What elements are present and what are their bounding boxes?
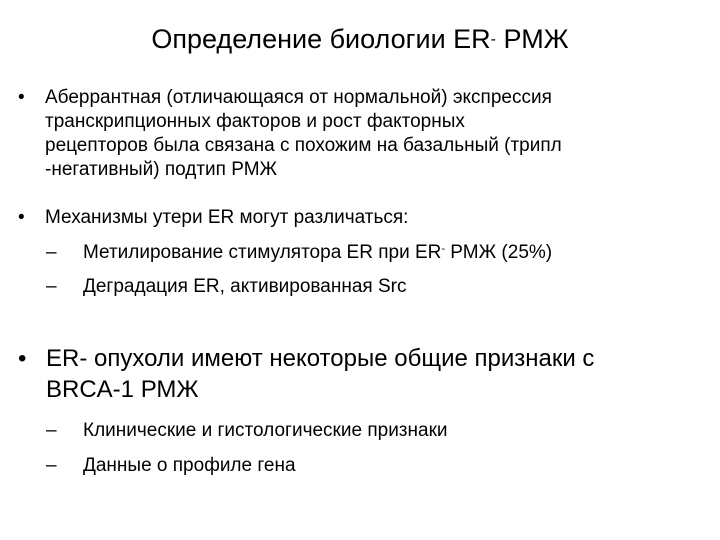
bullet-mark: • bbox=[18, 345, 27, 372]
sub-bullet-text-a: Метилирование стимулятора ER при ER bbox=[83, 242, 442, 263]
bullet-line: Аберрантная (отличающаяся от нормальной) экспрессия bbox=[45, 87, 552, 108]
slide-title bbox=[0, 22, 720, 61]
sub-bullet-text-b: РМЖ (25%) bbox=[445, 242, 553, 263]
sub-bullet-text: Клинические и гистологические признаки bbox=[83, 420, 448, 441]
sub-bullet-superscript: - bbox=[441, 243, 446, 255]
bullet-text bbox=[45, 206, 408, 230]
sub-bullet-mark: – bbox=[46, 455, 57, 476]
bullet-line: Механизмы утери ER могут различаться: bbox=[45, 207, 409, 228]
sub-bullet-mark: – bbox=[46, 276, 57, 297]
bullet-line: -негативный) подтип РМЖ bbox=[45, 159, 278, 180]
bullet-line: ER- опухоли имеют некоторые общие признаки с bbox=[46, 345, 595, 372]
sub-bullet-text: Данные о профиле гена bbox=[83, 455, 296, 476]
bullet-line: рецепторов была связана с похожим на базальный (трипл bbox=[45, 135, 562, 156]
slide-title-rest: РМЖ bbox=[495, 24, 569, 54]
bullet-text bbox=[45, 86, 562, 182]
sub-bullet-mark: – bbox=[46, 242, 57, 263]
sub-bullet-mark: – bbox=[46, 420, 57, 441]
bullet-mark: • bbox=[18, 207, 25, 228]
slide-title-main: Определение биологии ER bbox=[151, 24, 491, 54]
slide-title-superscript: - bbox=[490, 31, 496, 48]
bullet-mark: • bbox=[18, 87, 25, 108]
bullet-line: BRCA-1 РМЖ bbox=[46, 376, 199, 403]
bullet-line: транскрипционных факторов и рост факторных bbox=[45, 111, 465, 132]
sub-bullet-text bbox=[83, 241, 552, 267]
bullet-text bbox=[46, 343, 594, 405]
sub-bullet-text: Деградация ER, активированная Src bbox=[83, 276, 407, 297]
